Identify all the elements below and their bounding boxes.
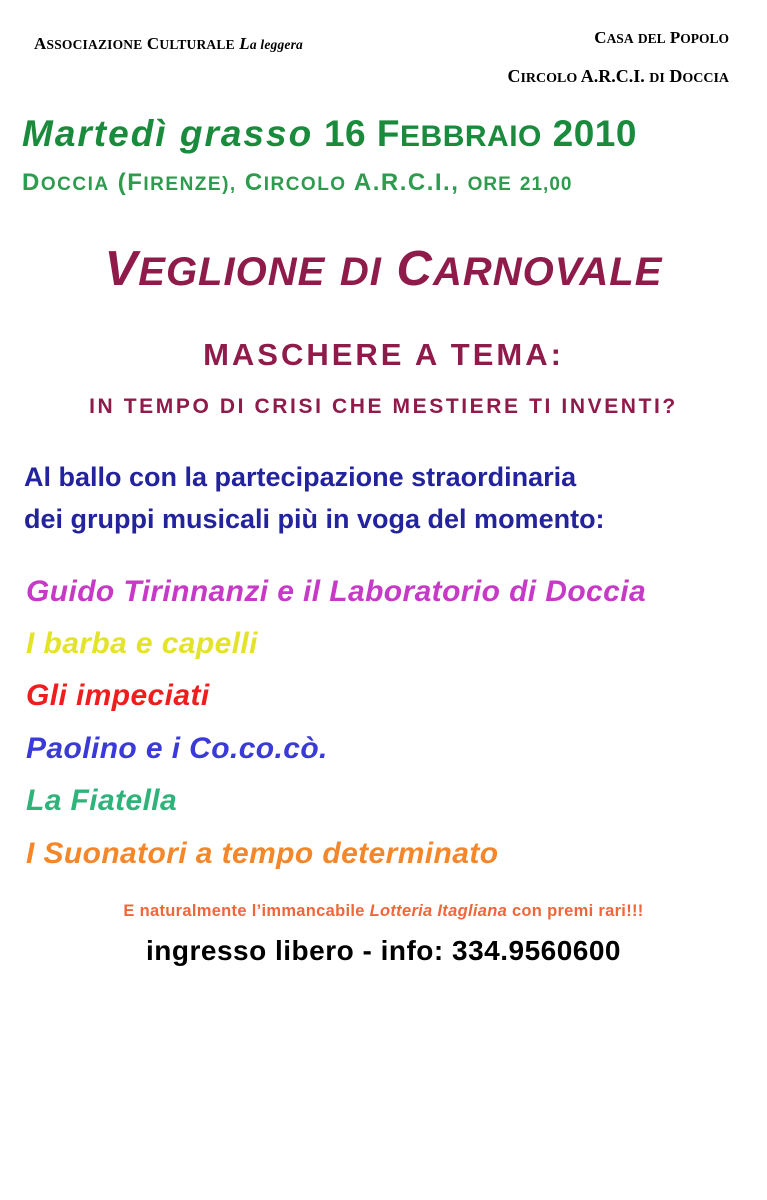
subtitle-masks-theme: MASCHERE A TEMA: [203,337,564,372]
lottery-note-before: E naturalmente l’immancabile [123,901,365,920]
poster-header [22,28,745,87]
entry-info: ingresso libero - info: 334.9560600 [145,934,621,966]
casa-w3: P [669,28,681,47]
place-province-open: (F [117,169,144,196]
title-w3-first: C [396,242,433,296]
circolo-w4: D [669,66,683,86]
casa-w3r: OPOLO [680,31,729,46]
event-date [22,113,745,155]
place-town-first: D [22,169,41,196]
place-town-rest: OCCIA [40,174,110,195]
event-place [22,169,745,197]
subtitle-question: IN TEMPO DI CRISI CHE MESTIERE TI INVENTI? [89,395,678,418]
association-name [22,28,303,54]
casa-w1r: ASA [606,31,634,46]
intro-text [22,457,745,541]
circolo-arci-doccia [507,66,729,87]
list-item: La Fiatella [26,784,178,818]
list-item: I barba e capelli [26,626,258,660]
lottery-note [22,902,745,921]
place-arci: A.R.C.I., [353,169,460,196]
circolo-arci: A.R.C.I. [580,66,645,86]
place-province-rest: IRENZE), [143,174,237,195]
list-item: Paolino e i Co.co.cò. [26,731,328,765]
event-date-month-first: F [376,113,401,154]
circolo-w4r: OCCIA [682,71,729,86]
place-circolo-first: C [244,169,264,196]
association-word-2-rest: ULTURALE [159,37,235,52]
event-date-month-rest: EBBRAIO [400,120,542,153]
lottery-note-after: con premi rari!!! [511,901,644,920]
title-w1-rest: EGLIONE [138,250,326,294]
event-date-day: 16 [323,113,367,154]
lottery-name: Lotteria Itagliana [369,901,508,920]
place-time: 21,00 [519,174,573,195]
casa-w1: C [594,28,607,47]
association-word-1-rest: SSOCIAZIONE [46,37,143,52]
casa-del-popolo [507,28,729,48]
association-word-3-rest: a leggera [249,37,304,52]
casa-w2: DEL [637,31,666,46]
circolo-w1r: IRCOLO [520,71,578,86]
association-word-2: C [146,34,160,53]
venue-block [507,28,745,87]
list-item: I Suonatori a tempo determinato [26,837,499,871]
association-word-1: A [34,34,47,53]
circolo-di: DI [649,71,665,86]
list-item: Gli impeciati [26,679,210,713]
event-date-martedi: Martedì grasso [22,113,314,154]
place-time-label: ORE [467,174,512,195]
title-w1-first: V [104,242,139,296]
event-date-year: 2010 [552,113,637,154]
intro-line-1: Al ballo con la partecipazione straordinaria [24,462,577,492]
list-item: Guido Tirinnanzi e il Laboratorio di Doccia [26,574,647,608]
title-w3-rest: ARNOVALE [432,250,663,294]
circolo-w1: C [507,66,521,86]
page-title [22,241,745,297]
bands-list [22,571,745,876]
place-circolo-rest: IRCOLO [263,174,347,195]
association-word-3: L [239,34,250,53]
title-w2: DI [339,250,382,294]
intro-line-2: dei gruppi musicali più in voga del momento: [24,503,605,534]
